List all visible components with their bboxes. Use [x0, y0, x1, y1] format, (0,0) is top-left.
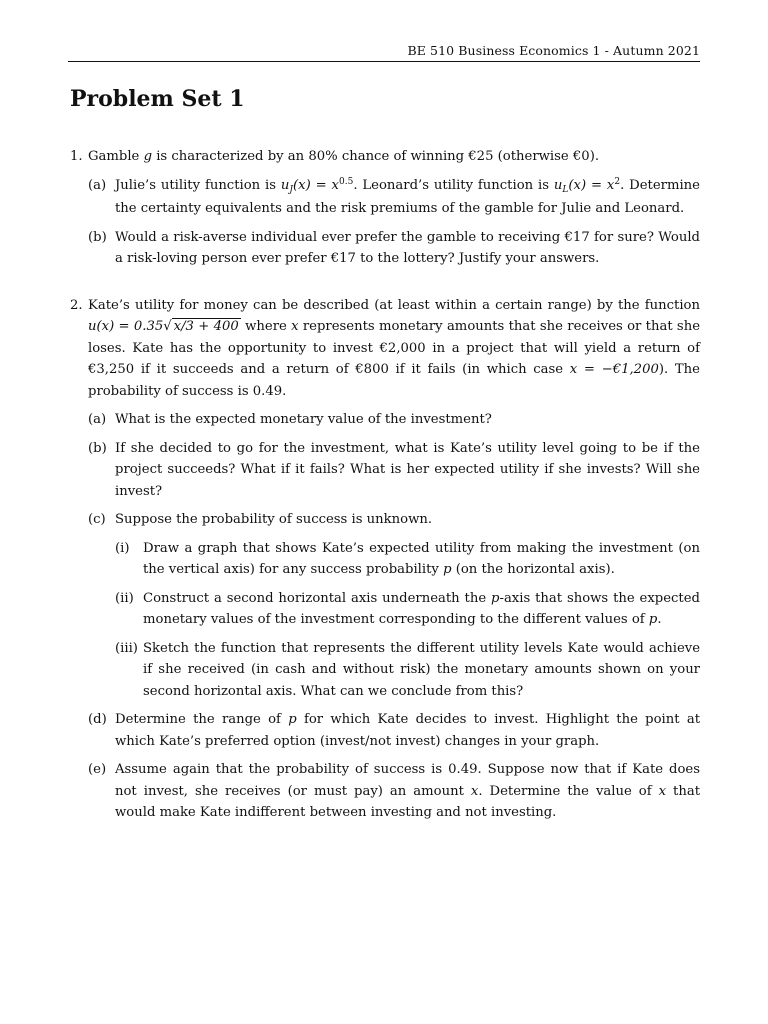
text-run: Draw a graph that shows Kate’s expected utility from making the investment (on the vertical axis) for any success probability	[143, 540, 700, 577]
text-run: ). The probability of success is 0.49.	[88, 362, 700, 399]
part-label: (c)	[88, 512, 106, 527]
part-text	[115, 709, 700, 752]
problem-2-part-c-iii	[115, 638, 700, 703]
problem-2	[70, 295, 700, 824]
math-var: x	[470, 783, 479, 799]
math-var: p	[288, 712, 297, 727]
text-run: for which Kate decides to invest. Highlight the point at which Kate’s preferred option (invest/not invest) changes in your graph.	[115, 712, 700, 749]
subpart-text	[143, 588, 700, 631]
text-run: Determine the range of	[115, 712, 289, 727]
math-var: p	[491, 590, 500, 606]
math-u: u	[280, 177, 290, 193]
text-run: . Leonard’s utility function is	[353, 177, 554, 193]
part-text: Suppose the probability of success is unknown.	[115, 512, 433, 527]
text-run: . Determine the certainty equivalents and the risk premiums of the gamble for Julie and Leonard.	[115, 177, 700, 216]
part-label: (a)	[88, 177, 107, 193]
subpart-label: (i)	[115, 540, 130, 556]
math-superscript: 2	[614, 176, 621, 187]
text-run: Construct a second horizontal axis underneath the	[143, 590, 492, 606]
part-label: (e)	[88, 762, 107, 777]
text-run: -axis that shows the expected monetary values of the investment corresponding to the different values of	[143, 590, 700, 627]
text-run: that would make Kate indifferent between investing and not investing.	[115, 783, 701, 820]
text-run: . Determine the value of	[478, 783, 659, 799]
problem-1	[70, 146, 700, 270]
text-run: where	[240, 319, 292, 334]
subpart-label: (iii)	[115, 640, 138, 656]
text-run: is characterized by an 80% chance of winning €25 (otherwise €0).	[152, 149, 600, 164]
subpart-text: Sketch the function that represents the different utility levels Kate would achieve if she received (in cash and without risk) the monetary amounts shown on your second horizontal axis. What can we conclude from this?	[143, 640, 700, 699]
problem-number: 1.	[70, 149, 83, 164]
text-run: .	[657, 612, 662, 627]
text-run: Julie’s utility function is	[115, 177, 281, 193]
problem-2-part-e	[88, 759, 700, 824]
part-label: (b)	[88, 440, 107, 456]
sqrt-radicand: x/3 + 400	[173, 319, 239, 334]
problem-1-intro	[88, 146, 700, 168]
text-run: represents monetary amounts that she receives or that she loses. Kate has the opportunity to invest €2,000 in a project that will yield a return of €3,250 if it succeeds and a return of €800 if it fails (in which case	[88, 319, 700, 377]
math-expr: x = −€1,200	[569, 362, 659, 377]
math-var: p	[443, 562, 452, 577]
part-text: If she decided to go for the investment, what is Kate’s utility level going to be if the project succeeds? What if it fails? What is her expected utility if she invests? Will she invest?	[115, 440, 700, 499]
text-run: Gamble	[88, 149, 144, 164]
problem-2-part-d	[88, 709, 700, 752]
math-var: p	[648, 612, 658, 627]
part-text	[115, 175, 700, 220]
problem-2-part-c-i	[115, 538, 700, 581]
math-var: x	[291, 319, 299, 334]
math-var: x	[658, 783, 667, 799]
part-label: (d)	[88, 712, 107, 727]
math-expr: (x) = x	[293, 177, 339, 193]
part-text: Would a risk-averse individual ever prefer the gamble to receiving €17 for sure? Would a risk-loving person ever prefer €17 to the lottery? Justify your answers.	[115, 229, 700, 266]
part-text	[115, 759, 700, 824]
math-superscript: 0.5	[339, 176, 354, 187]
sqrt-sign: √	[163, 319, 172, 334]
math-function: u(x) = 0.35	[88, 319, 164, 334]
subpart-label: (ii)	[115, 590, 134, 606]
part-label: (b)	[88, 229, 107, 245]
text-run: Kate’s utility for money can be described (at least within a certain range) by the function	[88, 297, 700, 313]
math-u: u	[553, 177, 563, 193]
part-text: What is the expected monetary value of the investment?	[115, 412, 492, 427]
text-run: (on the horizontal axis).	[451, 562, 615, 577]
page-title: Problem Set 1	[70, 86, 245, 112]
problem-2-part-c-ii	[115, 588, 700, 631]
header-rule	[68, 61, 700, 62]
problem-2-part-c	[88, 509, 700, 702]
math-var: g	[143, 149, 153, 164]
text-run: Assume again that the probability of success is 0.49. Suppose now that if Kate does not invest, she receives (or must pay) an amount	[115, 762, 700, 799]
problem-1-part-b	[88, 227, 700, 270]
problem-list	[70, 146, 700, 824]
subpart-text	[143, 538, 700, 581]
math-expr: (x) = x	[568, 177, 615, 193]
running-header: BE 510 Business Economics 1 - Autumn 2021	[407, 43, 700, 58]
math-subscript: J	[289, 184, 294, 195]
problem-2-intro	[88, 295, 700, 403]
problem-2-part-a	[88, 409, 700, 431]
problem-number: 2.	[70, 297, 83, 313]
math-subscript: L	[562, 184, 569, 195]
problem-1-part-a	[88, 175, 700, 220]
part-label: (a)	[88, 412, 107, 427]
problem-2-part-b	[88, 438, 700, 503]
